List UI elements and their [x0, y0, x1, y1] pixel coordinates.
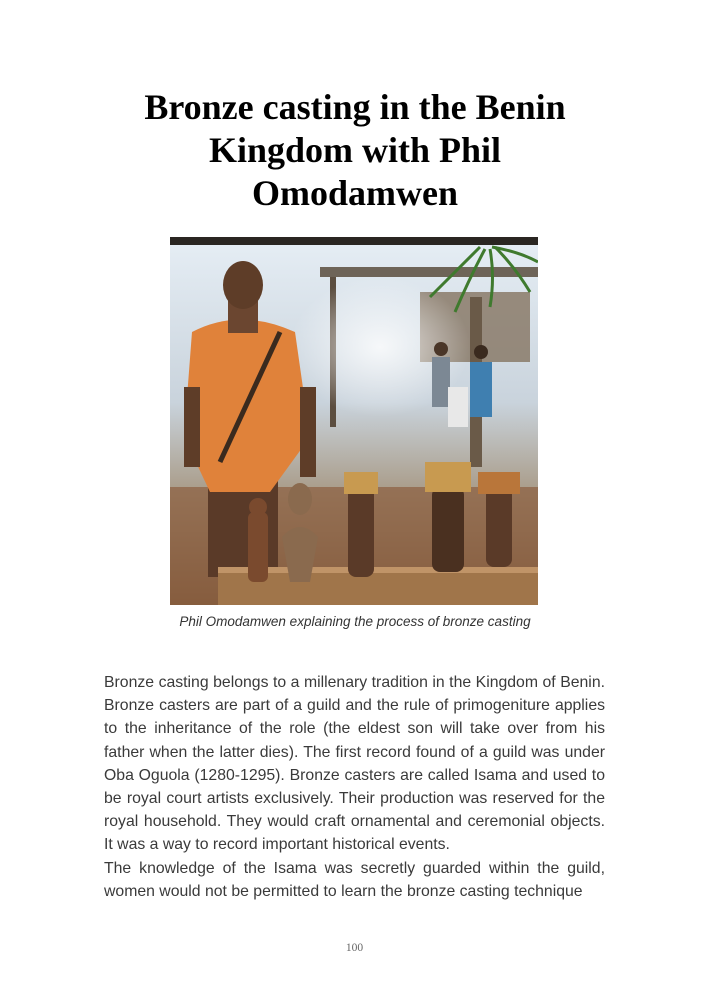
shed-beam	[320, 267, 538, 277]
page-number: 100	[345, 942, 364, 954]
photo-illustration	[170, 237, 538, 605]
page-title: Bronze casting in the Benin Kingdom with Phil Omodamwen	[144, 87, 566, 213]
roof-edge	[170, 237, 538, 245]
body-text	[104, 671, 605, 903]
body-paragraph: Bronze casting belongs to a millenary tradition in the Kingdom of Benin. Bronze casters are part of a guild and the rule of primogeniture applies to the inheritance of the role (the eldest son will take over from his father when the latter dies). The first record found of a guild was under Oba Oguola (1280-1295). Bronze casters are called Isama and used to be royal court artists exclusively. Their production was reserved for the royal household. They would craft ornamental and ceremonial objects. It was a way to record important historical events.	[104, 674, 605, 854]
figure-caption: Phil Omodamwen explaining the process of bronze casting	[179, 614, 531, 629]
figure-photo	[170, 237, 538, 605]
body-paragraph: The knowledge of the Isama was secretly guarded within the guild, women would not be permitted to learn the bronze casting technique	[104, 859, 605, 900]
